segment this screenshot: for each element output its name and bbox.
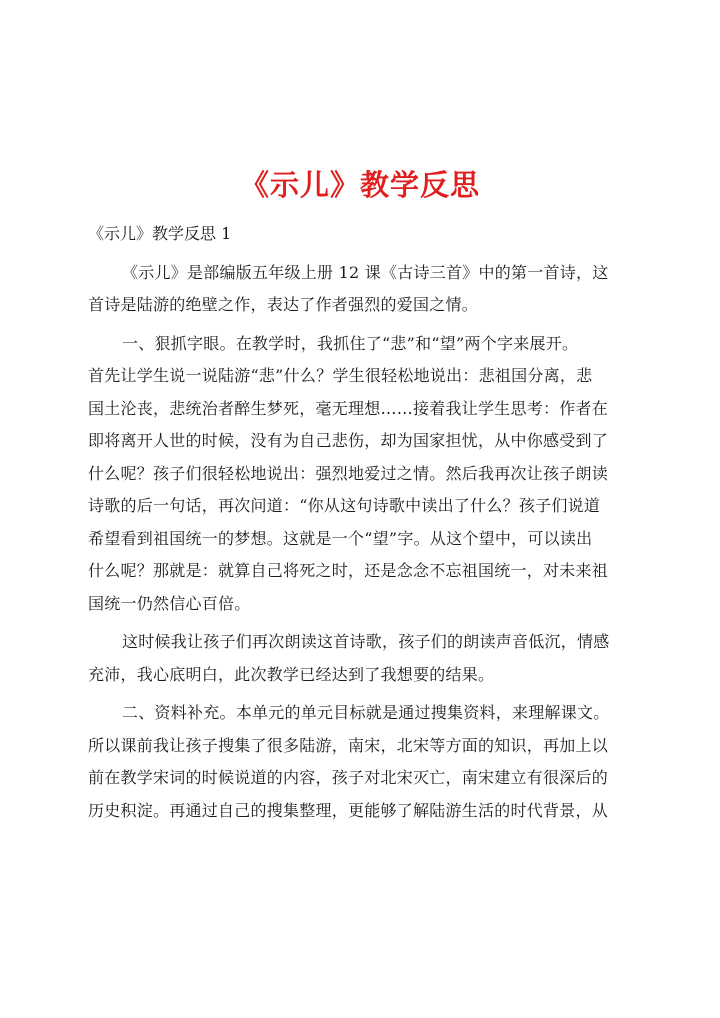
paragraph-line: 一、狠抓字眼。在教学时，我抓住了“悲”和“望”两个字来展开。 <box>122 333 579 353</box>
paragraph-1 <box>88 257 634 322</box>
document-body <box>88 218 634 827</box>
paragraph-line: 首诗是陆游的绝壁之作，表达了作者强烈的爱国之情。 <box>88 295 479 314</box>
paragraph-line: 二、资料补充。本单元的单元目标就是通过搜集资料，来理解课文。 <box>122 703 610 722</box>
document-title: 《示儿》教学反思 <box>239 168 480 203</box>
paragraph-line: 即将离开人世的时候，没有为自己悲伤，却为国家担忧，从中你感受到了 <box>88 431 609 450</box>
paragraph-line: 什么呢？那就是：就算自己将死之时，还是念念不忘祖国统一，对未来祖 <box>88 561 609 580</box>
paragraph-line: 首先让学生说一说陆游“悲”什么？学生很轻松地说出：悲祖国分离，悲 <box>88 366 593 385</box>
paragraph-4 <box>88 697 634 827</box>
paragraph-line: 这时候我让孩子们再次朗读这首诗歌，孩子们的朗读声音低沉，情感 <box>122 632 610 651</box>
paragraph-3 <box>88 626 634 691</box>
paragraph-line: 什么呢？孩子们很轻松地说出：强烈地爱过之情。然后我再次让孩子朗读 <box>88 463 609 483</box>
paragraph-line: 国统一仍然信心百倍。 <box>88 593 251 613</box>
paragraph-line: 所以课前我让孩子搜集了很多陆游，南宋，北宋等方面的知识，再加上以 <box>88 735 609 755</box>
paragraph-line: 历史积淀。再通过自己的搜集整理，更能够了解陆游生活的时代背景，从 <box>88 800 609 820</box>
paragraph-line: 诗歌的后一句话，再次问道：“你从这句诗歌中读出了什么？孩子们说道 <box>88 496 601 515</box>
paragraph-2 <box>88 328 634 621</box>
paragraph-line: 希望看到祖国统一的梦想。这就是一个“望”字。从这个望中，可以读出 <box>88 528 593 548</box>
paragraph-line: 国土沦丧，悲统治者醉生梦死，毫无理想……接着我让学生思考：作者在 <box>88 398 609 418</box>
paragraph-line: 《示儿》是部编版五年级上册 12 课《古诗三首》中的第一首诗，这 <box>122 262 609 282</box>
paragraph-line: 前在教学宋词的时候说道的内容，孩子对北宋灭亡，南宋建立有很深后的 <box>88 768 609 787</box>
section-heading: 《示儿》教学反思 1 <box>88 224 232 243</box>
paragraph-line: 充沛，我心底明白，此次教学已经达到了我想要的结果。 <box>88 664 495 684</box>
